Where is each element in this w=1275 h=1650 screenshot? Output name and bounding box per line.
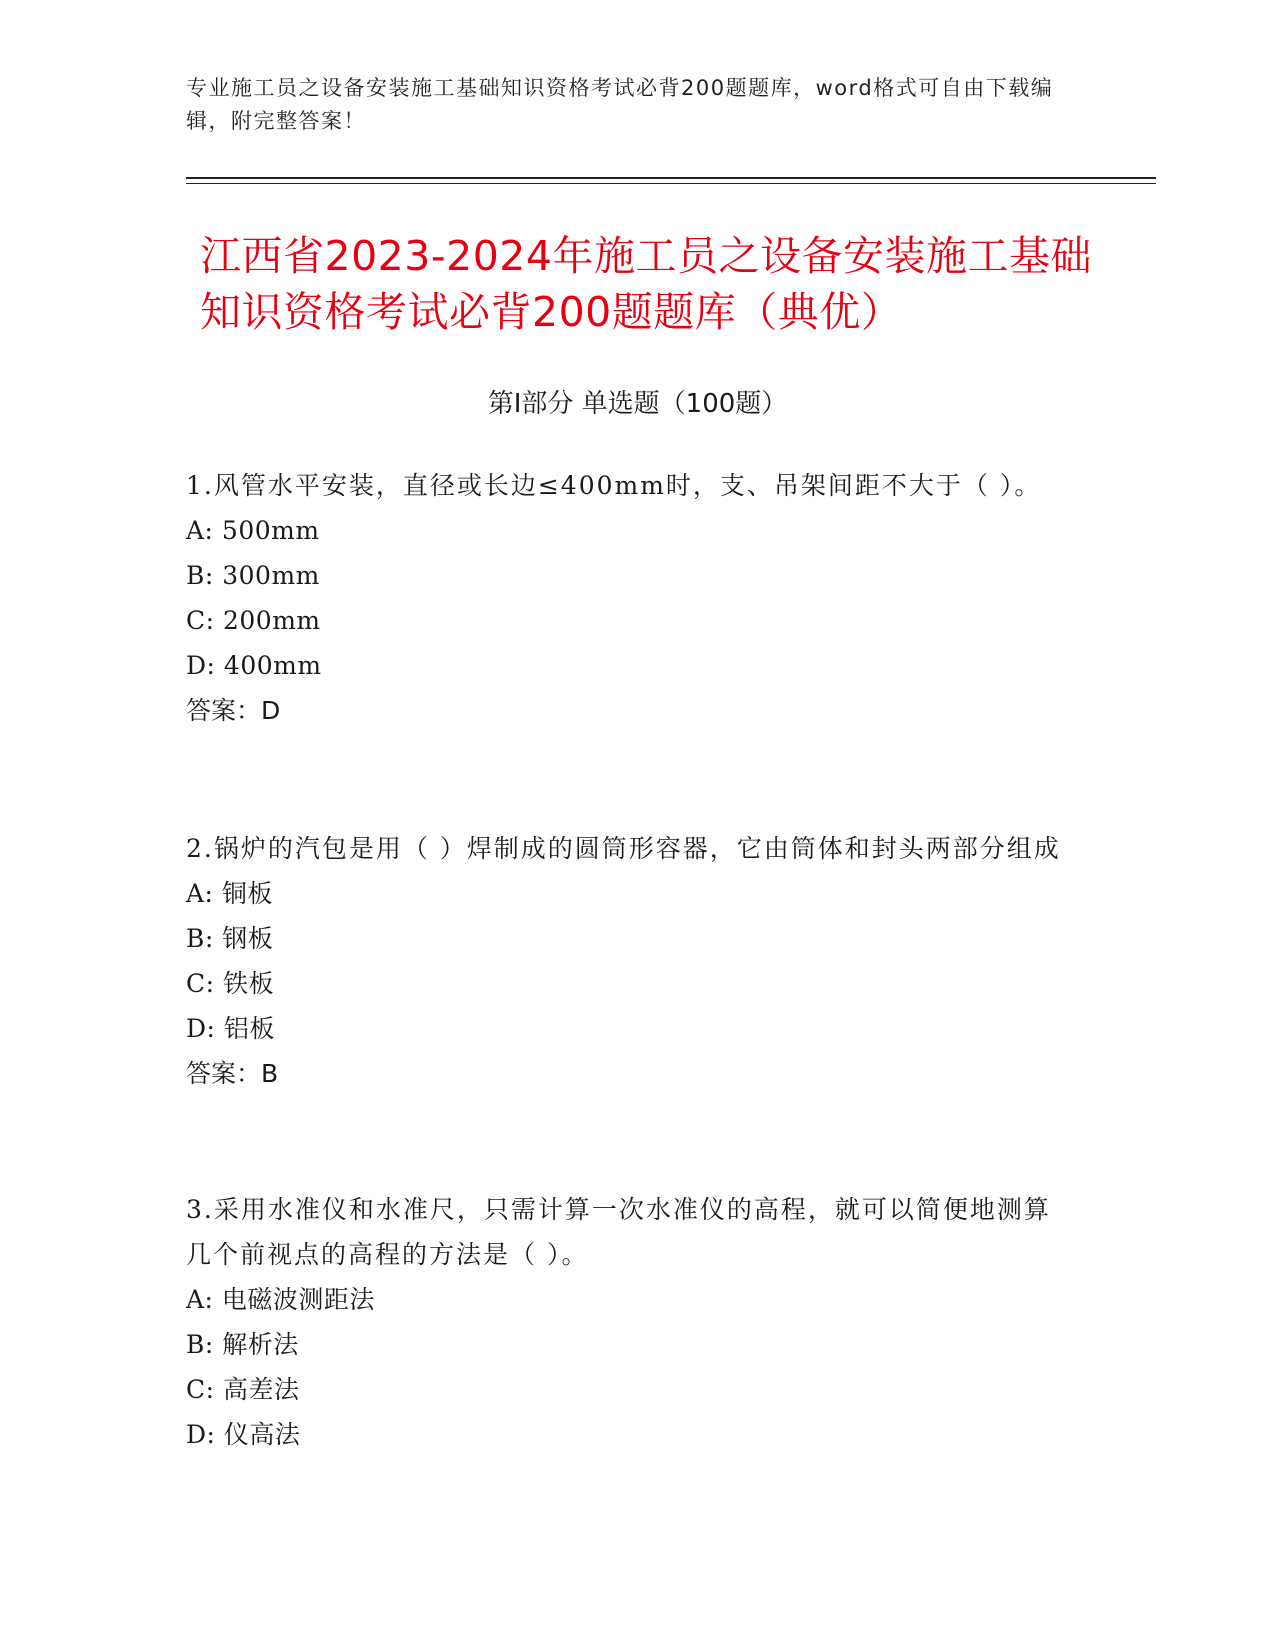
document-title: 江西省2023-2024年施工员之设备安装施工基础知识资格考试必背200题题库（典优） xyxy=(200,232,1092,336)
header-note: 专业施工员之设备安装施工基础知识资格考试必背200题题库，word格式可自由下载编辑，附完整答案！ xyxy=(186,76,1054,133)
option-b: B: 解析法 xyxy=(186,1330,299,1359)
question-2 xyxy=(186,826,1066,1096)
option-d: D: 400mm xyxy=(186,651,322,680)
header-divider-thin xyxy=(186,183,1156,184)
question-stem: 3.采用水准仪和水准尺，只需计算一次水准仪的高程，就可以简便地测算几个前视点的高程的方法是（ ）。 xyxy=(186,1195,1051,1269)
option-b: B: 钢板 xyxy=(186,924,274,953)
option-d: D: 仪高法 xyxy=(186,1420,301,1449)
question-stem: 1.风管水平安装，直径或长边≤400mm时，支、吊架间距不大于（ ）。 xyxy=(186,471,1042,500)
header-divider-thick xyxy=(186,177,1156,179)
option-c: C: 高差法 xyxy=(186,1375,300,1404)
option-a: A: 500mm xyxy=(186,516,320,545)
question-1 xyxy=(186,463,1066,733)
answer: 答案：D xyxy=(186,696,281,725)
section-title: 第Ⅰ部分 单选题（100题） xyxy=(487,389,788,419)
option-a: A: 电磁波测距法 xyxy=(186,1285,375,1314)
option-c: C: 铁板 xyxy=(186,969,274,998)
option-a: A: 铜板 xyxy=(186,879,273,908)
option-b: B: 300mm xyxy=(186,561,320,590)
option-c: C: 200mm xyxy=(186,606,321,635)
answer: 答案：B xyxy=(186,1059,279,1088)
question-stem: 2.锅炉的汽包是用（ ）焊制成的圆筒形容器，它由筒体和封头两部分组成 xyxy=(186,834,1061,863)
option-d: D: 铝板 xyxy=(186,1014,275,1043)
question-3 xyxy=(186,1187,1066,1457)
